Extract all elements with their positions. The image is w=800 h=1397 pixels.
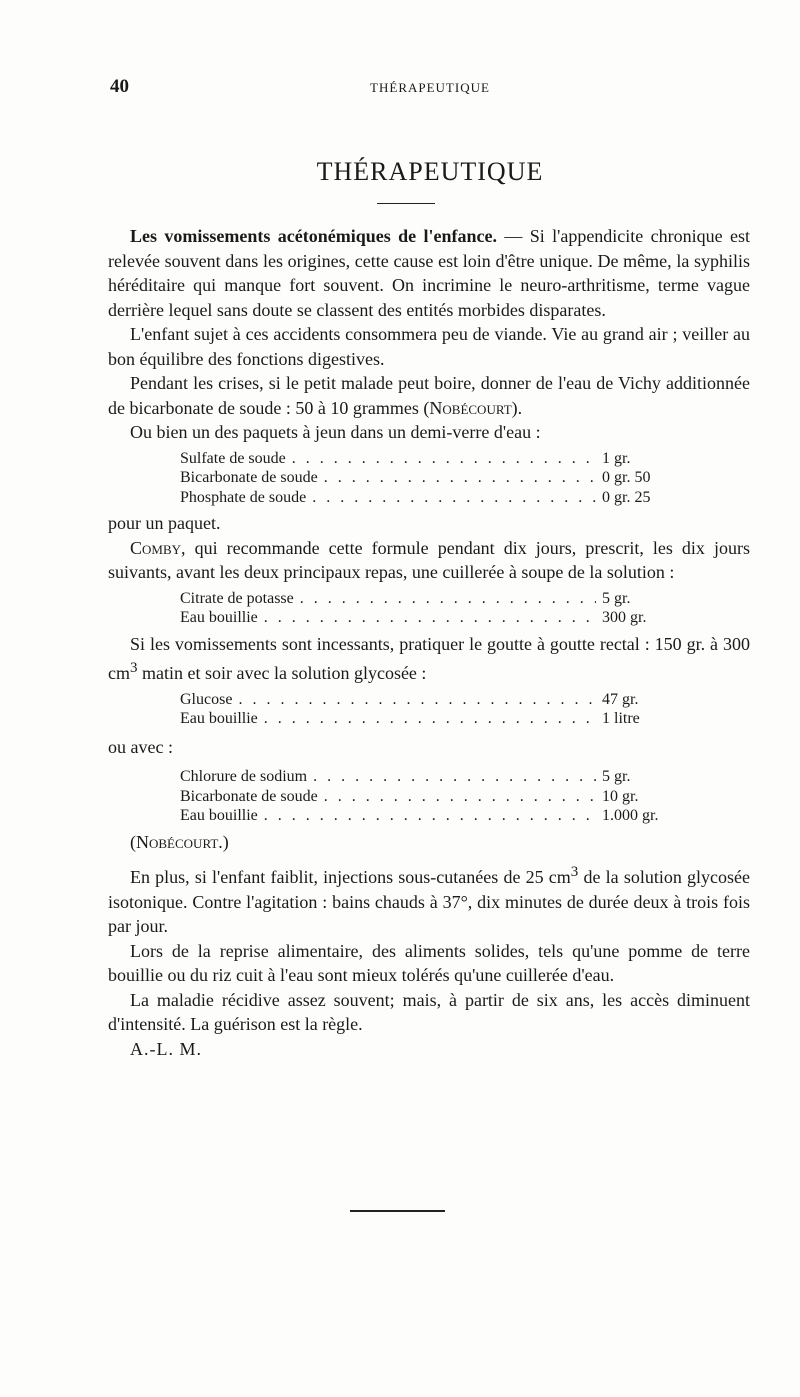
ingredient-qty: 300 gr.	[602, 609, 647, 626]
ingredient-qty: 1 gr.	[602, 449, 631, 467]
recipe-glucose	[180, 690, 680, 729]
recipe-row	[180, 709, 680, 729]
paragraph-intro-text: — Si l'appendicite chronique est relevée souvent dans les origines, cette cause est loin d'être unique. De même, la syphilis héréditaire qui manque fort souvent. On incrimine le neuro-arthritisme, terme vague derrière lequel sans doute se classent des entités morbides disparates.	[108, 226, 750, 320]
ingredient-qty: 0 gr. 50	[602, 469, 651, 486]
paragraph-injections-end: de la solution glycosée isotonique. Contre l'agitation : bains chauds à 37°, dix minutes de durée deux à trois fois par jour.	[108, 867, 750, 936]
recipe-row	[180, 608, 680, 628]
recipe-solution	[180, 589, 680, 628]
paragraph-crises	[108, 371, 750, 420]
paragraph-rectal-end: matin et soir avec la solution glycosée :	[137, 663, 427, 683]
ingredient-name: Eau bouillie	[180, 807, 258, 824]
leader-dots	[292, 449, 596, 469]
leader-dots	[324, 787, 596, 807]
paragraph-injections-text: En plus, si l'enfant faiblit, injections sous-cutanées de 25 cm	[130, 867, 571, 887]
ingredient-qty: 47 gr.	[602, 690, 639, 708]
leader-dots	[238, 690, 596, 710]
superscript: 3	[130, 660, 138, 676]
ingredient-name: Bicarbonate de soude	[180, 787, 318, 805]
leader-dots	[324, 468, 596, 488]
ingredient-name: Chlorure de sodium	[180, 768, 308, 785]
page-number: 40	[110, 76, 129, 97]
recipe-row	[180, 806, 680, 826]
article-body	[108, 224, 750, 1061]
paragraph-comby-text: , qui recommande cette formule pendant dix jours, prescrit, les dix jours suivants, avant les deux principaux repas, une cuillerée à soupe de la solution :	[108, 537, 750, 582]
ingredient-qty: 5 gr.	[602, 768, 631, 785]
article-heading: Les vomissements acétonémiques de l'enfance.	[130, 226, 497, 246]
paragraph-rectal-text: Si les vomissements sont incessants, pratiquer le goutte à goutte rectal : 150 gr. à 300 cm	[108, 633, 750, 683]
paragraph-crises-end: ).	[511, 397, 523, 418]
recipe-packet	[180, 449, 680, 508]
author-signature: A.-L. M.	[130, 1038, 202, 1059]
ingredient-name: Bicarbonate de soude	[180, 469, 318, 486]
author-comby: Comby	[130, 537, 182, 558]
leader-dots	[264, 806, 596, 826]
leader-dots	[312, 488, 596, 508]
ingredient-name: Phosphate de soude	[180, 488, 307, 506]
paragraph-crises-text: Pendant les crises, si le petit malade peut boire, donner de l'eau de Vichy additionnée de bicarbonate de soude : 50 à 10 grammes (	[108, 373, 750, 418]
paragraph-diet: L'enfant sujet à ces accidents consommera peu de viande. Vie au grand air ; veiller au bon équilibre des fonctions digestives.	[108, 324, 750, 369]
leader-dots	[264, 608, 596, 628]
paragraph-injections	[108, 860, 750, 939]
paragraph-comby	[108, 536, 750, 585]
end-rule	[350, 1210, 445, 1212]
superscript: 3	[570, 864, 579, 880]
ingredient-name: Eau bouillie	[180, 609, 258, 626]
recipe-credit: (Nobécourt.)	[130, 831, 229, 852]
ingredient-name: Citrate de potasse	[180, 589, 294, 607]
ingredient-name: Eau bouillie	[180, 710, 258, 727]
ingredient-qty: 1 litre	[602, 710, 640, 727]
chapter-title: THÉRAPEUTIQUE	[316, 157, 544, 186]
ingredient-qty: 5 gr.	[602, 589, 631, 607]
ingredient-qty: 1.000 gr.	[602, 807, 659, 824]
author-nobecourt: Nobécourt	[429, 397, 512, 418]
ingredient-qty: 0 gr. 25	[602, 488, 651, 506]
paragraph-refeeding: Lors de la reprise alimentaire, des aliments solides, tels qu'une pomme de terre bouillie ou du riz cuit à l'eau sont mieux tolérés qu'une cuillerée d'eau.	[108, 940, 750, 985]
recipe-row	[180, 468, 680, 488]
leader-dots	[264, 709, 596, 729]
recipe-saline	[180, 767, 680, 826]
recipe-row	[180, 449, 680, 469]
ingredient-qty: 10 gr.	[602, 787, 639, 805]
recipe-row	[180, 787, 680, 807]
recipe-row	[180, 488, 680, 508]
paragraph-intro	[108, 224, 750, 322]
running-title: THÉRAPEUTIQUE	[370, 80, 490, 95]
ingredient-name: Sulfate de soude	[180, 449, 286, 467]
paragraph-prognosis: La maladie récidive assez souvent; mais, à partir de six ans, les accès diminuent d'intensité. La guérison est la règle.	[108, 989, 750, 1034]
paragraph-or-with: ou avec :	[108, 736, 173, 757]
title-rule	[377, 203, 435, 204]
recipe-row	[180, 589, 680, 609]
recipe-row	[180, 767, 680, 787]
paragraph-rectal	[108, 632, 750, 686]
recipe-row	[180, 690, 680, 710]
leader-dots	[300, 589, 596, 609]
running-head	[110, 76, 750, 100]
paragraph-packets: Ou bien un des paquets à jeun dans un demi-verre d'eau :	[130, 422, 541, 442]
leader-dots	[313, 767, 596, 787]
paragraph-per-packet: pour un paquet.	[108, 513, 221, 533]
ingredient-name: Glucose	[180, 690, 233, 708]
